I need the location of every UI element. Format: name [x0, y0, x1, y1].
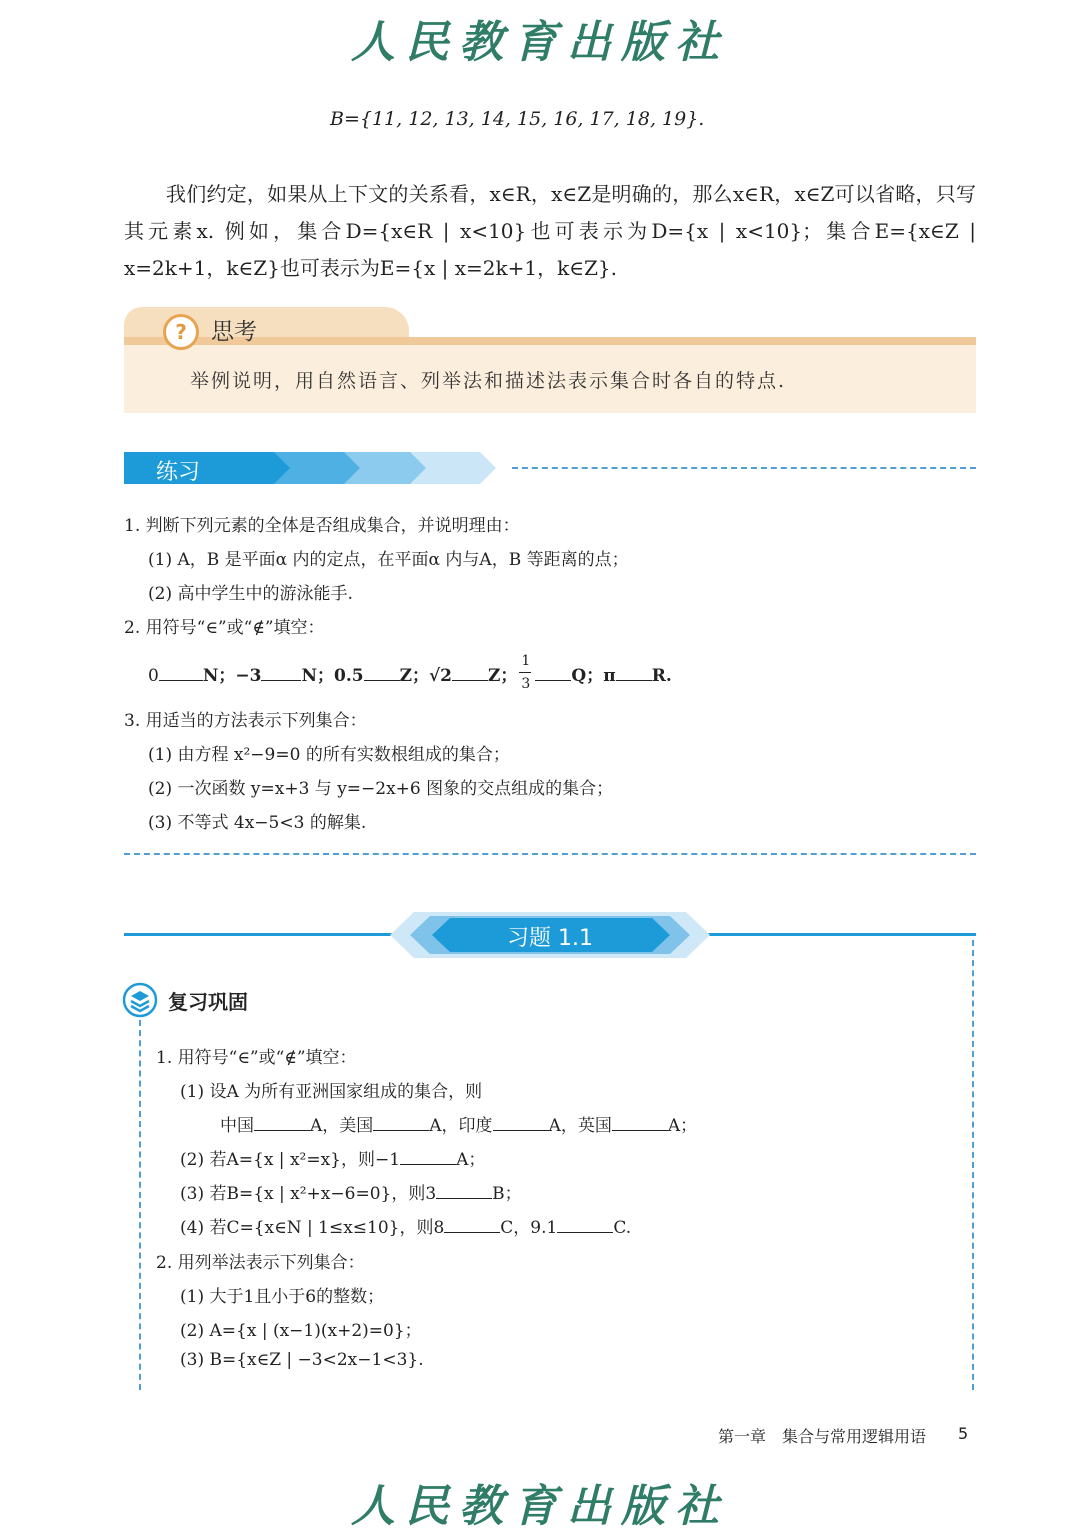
blank[interactable]	[159, 666, 203, 681]
exercise-q2-3: (3) B={x∈Z | −3<2x−1<3}.	[180, 1350, 424, 1370]
exercise-right-dash	[972, 940, 974, 1390]
exercise-left-dash	[139, 1020, 141, 1390]
q2-item-5: Q；π	[571, 666, 616, 686]
practice-q1-1: (1) A，B 是平面α 内的定点，在平面α 内与A，B 等距离的点；	[148, 550, 629, 570]
fraction-denominator: 3	[521, 676, 531, 692]
blank[interactable]	[261, 666, 301, 681]
blank[interactable]	[373, 1116, 429, 1131]
blank[interactable]	[436, 1184, 492, 1199]
q1-1-part-1: A，美国	[310, 1116, 374, 1136]
q2-item-0: 0	[148, 666, 159, 686]
fraction-bar	[519, 672, 531, 673]
page-number: 5	[958, 1424, 969, 1443]
q1-1-part-0: 中国	[220, 1116, 254, 1136]
fraction-one-third	[517, 653, 535, 692]
practice-q3: 3. 用适当的方法表示下列集合：	[124, 711, 367, 731]
exercise-q1-4	[180, 1213, 631, 1238]
practice-label: 练习	[156, 460, 201, 485]
practice-q2-fill-row	[148, 653, 672, 692]
q1-4-text-a: (4) 若C={x∈N | 1≤x≤10}，则8	[180, 1218, 445, 1238]
practice-top-dash	[512, 467, 976, 469]
publisher-watermark-top: 人民教育出版社	[351, 17, 729, 68]
blank[interactable]	[612, 1116, 668, 1131]
blank[interactable]	[400, 1150, 456, 1165]
q2-item-6: R.	[651, 666, 672, 686]
q1-2-text-b: A；	[456, 1150, 486, 1170]
q1-4-text-b: C，9.1	[500, 1218, 558, 1238]
practice-bottom-dash	[124, 853, 976, 855]
q1-3-text-a: (3) 若B={x | x²+x−6=0}，则3	[180, 1184, 437, 1204]
exercise-q1: 1. 用符号“∈”或“∉”填空：	[156, 1048, 357, 1068]
q2-item-1: N；−3	[202, 666, 262, 686]
exercise-q1-3	[180, 1179, 522, 1204]
practice-q1: 1. 判断下列元素的全体是否组成集合，并说明理由：	[124, 516, 520, 536]
publisher-watermark-bottom: 人民教育出版社	[351, 1481, 729, 1532]
convention-paragraph: 我们约定，如果从上下文的关系看，x∈R，x∈Z是明确的，那么x∈R，x∈Z可以省略，只写其元素x. 例如，集合D={x∈R | x<10}也可表示为D={x | x<10}；集合E={x∈Z | x=2k+1，k∈Z}也可表示为E={x | x=2k+1，k∈Z}.	[124, 182, 976, 280]
exercise-q2-2: (2) A={x | (x−1)(x+2)=0}；	[180, 1321, 422, 1341]
blank[interactable]	[493, 1116, 549, 1131]
blank[interactable]	[444, 1218, 500, 1233]
fraction-numerator: 1	[521, 653, 531, 669]
exercise-q1-1: (1) 设A 为所有亚洲国家组成的集合，则	[180, 1082, 483, 1102]
exercise-q1-1-fill	[220, 1111, 697, 1136]
blank[interactable]	[452, 666, 488, 681]
chapter-footer: 第一章 集合与常用逻辑用语	[718, 1427, 927, 1446]
blank[interactable]	[364, 666, 400, 681]
review-heading: 复习巩固	[168, 990, 248, 1014]
exercise-rule-left	[124, 933, 394, 936]
exercise-rule-right	[706, 933, 976, 936]
exercise-q2: 2. 用列举法表示下列集合：	[156, 1253, 365, 1273]
set-b-definition: B={11, 12, 13, 14, 15, 16, 17, 18, 19}.	[330, 108, 705, 130]
blank[interactable]	[535, 666, 571, 681]
exercise-q1-2	[180, 1145, 485, 1170]
exercise-title: 习题 1.1	[507, 926, 593, 951]
blank[interactable]	[616, 666, 652, 681]
practice-q2: 2. 用符号“∈”或“∉”填空：	[124, 618, 325, 638]
q1-2-text-a: (2) 若A={x | x²=x}，则−1	[180, 1150, 401, 1170]
practice-banner-main	[124, 452, 300, 484]
question-icon: ?	[163, 314, 199, 350]
q1-1-part-3: A，英国	[548, 1116, 612, 1136]
q2-item-2: N；0.5	[301, 666, 364, 686]
q1-1-part-4: A；	[667, 1116, 698, 1136]
q1-3-text-b: B；	[492, 1184, 522, 1204]
q1-1-part-2: A，印度	[429, 1116, 493, 1136]
think-title: 思考	[211, 319, 257, 345]
think-text: 举例说明，用自然语言、列举法和描述法表示集合时各自的特点.	[190, 370, 787, 392]
practice-q3-1: (1) 由方程 x²−9=0 的所有实数根组成的集合；	[148, 745, 510, 765]
q2-item-4: Z；	[488, 666, 518, 686]
q1-4-text-c: C.	[613, 1218, 632, 1238]
blank[interactable]	[254, 1116, 310, 1131]
practice-q3-2: (2) 一次函数 y=x+3 与 y=−2x+6 图象的交点组成的集合；	[148, 779, 614, 799]
blank[interactable]	[557, 1218, 613, 1233]
practice-q3-3: (3) 不等式 4x−5<3 的解集.	[148, 813, 367, 833]
practice-q1-2: (2) 高中学生中的游泳能手.	[148, 584, 353, 604]
q2-item-3: Z；√2	[399, 666, 452, 686]
stack-icon	[122, 982, 158, 1018]
exercise-q2-1: (1) 大于1且小于6的整数；	[180, 1287, 385, 1307]
